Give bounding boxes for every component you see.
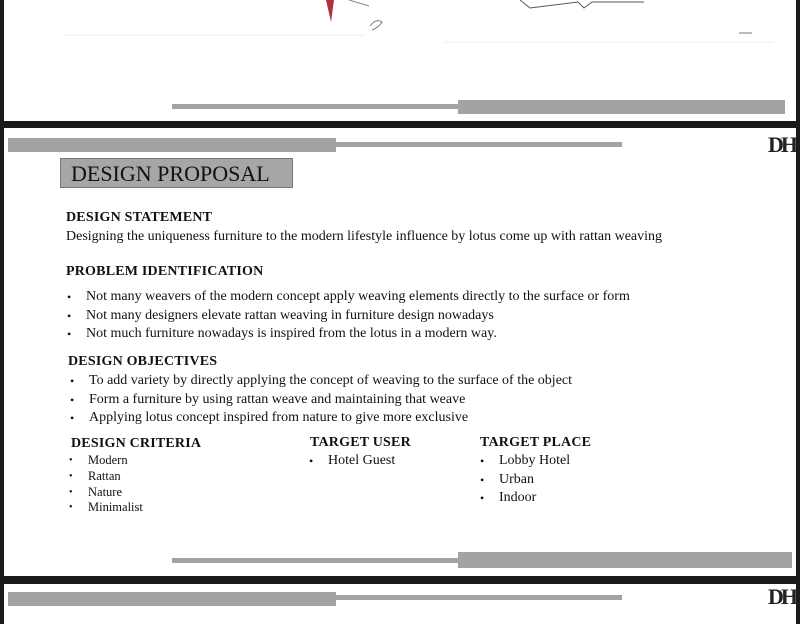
- dh-monogram-logo: DH: [768, 132, 795, 157]
- target-user-heading: TARGET USER: [310, 435, 411, 450]
- next-slide: [4, 584, 796, 624]
- list-item: • To add variety by directly applying the concept of weaving to the surface of the object: [67, 372, 572, 391]
- footer-bar-thin: [172, 104, 462, 109]
- list-item: • Rattan: [66, 469, 143, 485]
- dh-monogram-logo: DH: [768, 584, 795, 609]
- header-bar-thin: [336, 595, 622, 600]
- design-proposal-slide: [4, 128, 796, 576]
- target-place-list: [477, 452, 570, 508]
- list-item: • Not much furniture nowadays is inspired from the lotus in a modern way.: [64, 325, 630, 344]
- title-box: [60, 158, 293, 188]
- header-bar-thick: [8, 592, 336, 606]
- list-item: • Not many designers elevate rattan weaving in furniture design nowadays: [64, 307, 630, 326]
- list-item: • Not many weavers of the modern concept apply weaving elements directly to the surface or form: [64, 288, 630, 307]
- header-bar-thick: [8, 138, 336, 152]
- footer-bar-thin: [172, 558, 462, 563]
- design-criteria-heading: DESIGN CRITERIA: [71, 436, 202, 451]
- list-item: • Minimalist: [66, 500, 143, 516]
- previous-slide: [4, 0, 796, 121]
- list-item: • Applying lotus concept inspired from nature to give more exclusive: [67, 409, 572, 428]
- design-statement-heading: DESIGN STATEMENT: [66, 210, 213, 225]
- target-user-list: [306, 452, 395, 471]
- header-bar-thin: [336, 142, 622, 147]
- problem-identification-list: [64, 288, 630, 344]
- list-item: • Form a furniture by using rattan weave and maintaining that weave: [67, 391, 572, 410]
- target-place-heading: TARGET PLACE: [480, 435, 592, 450]
- problem-identification-heading: PROBLEM IDENTIFICATION: [66, 264, 264, 279]
- page-title: DESIGN PROPOSAL: [71, 161, 270, 186]
- list-item: • Indoor: [477, 489, 570, 508]
- footer-bar-thick: [458, 100, 785, 114]
- list-item: • Urban: [477, 471, 570, 490]
- design-objectives-heading: DESIGN OBJECTIVES: [68, 354, 218, 369]
- design-statement-text: Designing the uniqueness furniture to the modern lifestyle influence by lotus come up with rattan weaving: [66, 229, 663, 244]
- footer-bar-thick: [458, 552, 792, 568]
- design-criteria-list: [66, 453, 143, 516]
- list-item: • Nature: [66, 485, 143, 501]
- list-item: • Hotel Guest: [306, 452, 395, 471]
- list-item: • Modern: [66, 453, 143, 469]
- design-objectives-list: [67, 372, 572, 428]
- list-item: • Lobby Hotel: [477, 452, 570, 471]
